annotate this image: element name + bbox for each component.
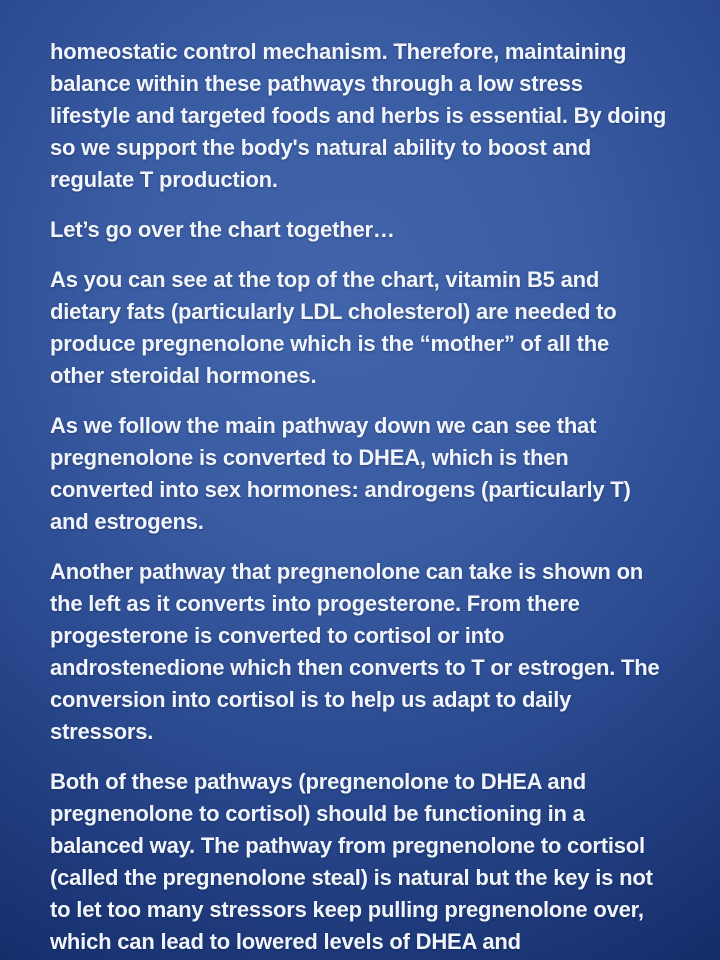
paragraph-chart-intro: Let’s go over the chart together… (50, 217, 395, 242)
paragraph-main-pathway-dhea: As we follow the main pathway down we can see that pregnenolone is converted to DHEA, which is then converted into sex hormones: androgens (particularly T) and estrogens. (50, 413, 631, 534)
paragraph-progesterone-pathway: Another pathway that pregnenolone can take is shown on the left as it converts into progesterone. From there progesterone is converted to cortisol or into androstenedione which then converts to T or estrogen. The conversion into cortisol is to help us adapt to daily stressors. (50, 559, 660, 744)
paragraph-balanced-pathways: Both of these pathways (pregnenolone to DHEA and pregnenolone to cortisol) should be functioning in a balanced way. The pathway from pregnenolone to cortisol (called the pregnenolone steal) is natural but the key is not to let too many stressors keep pulling pregnenolone over, which can lead to lowered levels of DHEA and (50, 769, 653, 954)
paragraph-homeostatic-control: homeostatic control mechanism. Therefore, maintaining balance within these pathways through a low stress lifestyle and targeted foods and herbs is essential. By doing so we support the body's natural ability to boost and regulate T production. (50, 39, 667, 192)
paragraph-vitamin-b5-pregnenolone: As you can see at the top of the chart, vitamin B5 and dietary fats (particularly LDL cholesterol) are needed to produce pregnenolone which is the “mother” of all the other steroidal hormones. (50, 267, 617, 388)
